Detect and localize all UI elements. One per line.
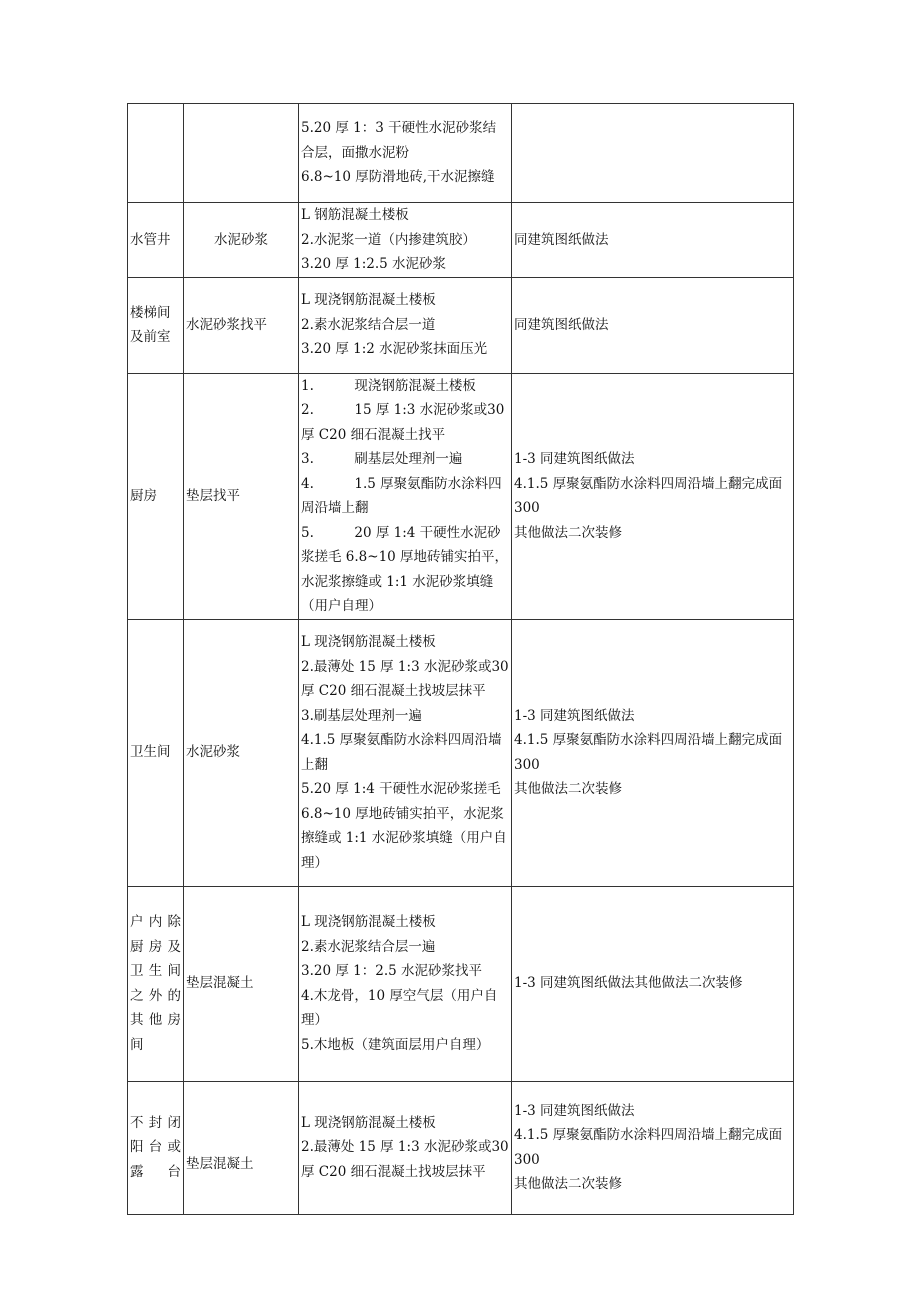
step-line: 4. 1.5 厚聚氨酯防水涂料四周沿墙上翻 bbox=[301, 475, 502, 516]
finish-type-cell: 垫层混凝土 bbox=[184, 1081, 299, 1214]
note-line: 1-3 同建筑图纸做法 bbox=[514, 707, 635, 724]
note-cell bbox=[512, 373, 794, 619]
table-row bbox=[128, 203, 794, 278]
finish-type-cell: 垫层混凝土 bbox=[184, 886, 299, 1081]
note-line: 其他做法二次装修 bbox=[514, 524, 622, 541]
note-line: 4.1.5 厚聚氨酯防水涂料四周沿墙上翻完成面 300 bbox=[514, 1127, 783, 1168]
note-line: 4.1.5 厚聚氨酯防水涂料四周沿墙上翻完成面 300 bbox=[514, 475, 783, 516]
steps-cell bbox=[299, 886, 512, 1081]
step-line: L 现浇钢筋混凝土楼板 bbox=[301, 292, 436, 309]
table-row bbox=[128, 104, 794, 203]
note-line: 1-3 同建筑图纸做法 bbox=[514, 1102, 635, 1119]
steps-cell bbox=[299, 1081, 512, 1214]
step-line: 4.木龙骨，10 厚空气层（用户自理） bbox=[301, 987, 498, 1028]
step-line: 3.刷基层处理剂一遍 bbox=[301, 707, 422, 724]
room-cell: 卫生间 bbox=[128, 619, 184, 886]
step-line: 5.20 厚 1：3 干硬性水泥砂浆结合层，面撒水泥粉 bbox=[301, 120, 497, 161]
step-line: 3.20 厚 1:2.5 水泥砂浆 bbox=[301, 256, 447, 272]
step-line: 2.素水泥浆结合层一遍 bbox=[301, 938, 436, 955]
note-line: 同建筑图纸做法 bbox=[514, 316, 609, 333]
steps-cell bbox=[299, 619, 512, 886]
step-line: 2.最薄处 15 厚 1:3 水泥砂浆或30 厚 C20 细石混凝土找坡层抹平 bbox=[301, 658, 509, 699]
step-line: L 现浇钢筋混凝土楼板 bbox=[301, 914, 436, 930]
steps-cell bbox=[299, 373, 512, 619]
room-cell: 不封闭阳台或露台 bbox=[128, 1081, 184, 1214]
finish-type-cell bbox=[184, 104, 299, 203]
table-row bbox=[128, 1081, 794, 1214]
step-line: 6.8~10 厚防滑地砖,干水泥擦缝 bbox=[301, 169, 495, 186]
step-line: L 现浇钢筋混凝土楼板 bbox=[301, 634, 436, 650]
table-row bbox=[128, 277, 794, 373]
step-line: 2. 15 厚 1:3 水泥砂浆或30 厚 C20 细石混凝土找平 bbox=[301, 402, 505, 443]
table-row bbox=[128, 373, 794, 619]
step-line: 2.最薄处 15 厚 1:3 水泥砂浆或30 厚 C20 细石混凝土找坡层抹平 bbox=[301, 1139, 509, 1180]
note-line: 1-3 同建筑图纸做法其他做法二次装修 bbox=[514, 975, 743, 992]
step-line: 2.素水泥浆结合层一道 bbox=[301, 316, 436, 333]
note-line: 其他做法二次装修 bbox=[514, 781, 622, 797]
note-cell bbox=[512, 886, 794, 1081]
note-cell bbox=[512, 203, 794, 278]
room-cell: 厨房 bbox=[128, 373, 184, 619]
table-row bbox=[128, 619, 794, 886]
step-line: 4.1.5 厚聚氨酯防水涂料四周沿墙上翻 bbox=[301, 732, 502, 773]
step-line: 5.20 厚 1:4 干硬性水泥砂浆搓毛 6.8~10 厚地砖铺实拍平，水泥浆擦缝或 1:1 水泥砂浆填缝（用户自理） bbox=[301, 781, 507, 871]
finish-type-cell: 垫层找平 bbox=[184, 373, 299, 619]
finish-type-cell: 水泥砂浆 bbox=[184, 619, 299, 886]
note-cell bbox=[512, 1081, 794, 1214]
steps-cell bbox=[299, 104, 512, 203]
step-line: 3.20 厚 1：2.5 水泥砂浆找平 bbox=[301, 963, 482, 979]
step-line: 5.木地板（建筑面层用户自理） bbox=[301, 1036, 490, 1053]
steps-cell bbox=[299, 277, 512, 373]
step-line: 5. 20 厚 1:4 干硬性水泥砂浆搓毛 6.8~10 厚地砖铺实拍平，水泥浆擦缝或 1:1 水泥砂浆填缝（用户自理） bbox=[301, 524, 509, 614]
step-line: 3.20 厚 1:2 水泥砂浆抹面压光 bbox=[301, 341, 488, 358]
note-cell bbox=[512, 277, 794, 373]
step-line: L 钢筋混凝土楼板 bbox=[301, 207, 409, 223]
room-cell bbox=[128, 104, 184, 203]
note-line: 同建筑图纸做法 bbox=[514, 231, 609, 248]
note-cell bbox=[512, 104, 794, 203]
finish-type-cell: 水泥砂浆 bbox=[184, 203, 299, 278]
steps-cell bbox=[299, 203, 512, 278]
step-line: 1. 现浇钢筋混凝土楼板 bbox=[301, 377, 476, 394]
room-cell: 户内除厨房及卫生间之外的其他房间 bbox=[128, 886, 184, 1081]
table-row bbox=[128, 886, 794, 1081]
floor-finish-spec-table bbox=[127, 103, 794, 1215]
step-line: 2.水泥浆一道（内掺建筑胶） bbox=[301, 231, 476, 248]
room-cell: 水管井 bbox=[128, 203, 184, 278]
note-line: 其他做法二次装修 bbox=[514, 1176, 622, 1192]
step-line: L 现浇钢筋混凝土楼板 bbox=[301, 1114, 436, 1131]
note-line: 1-3 同建筑图纸做法 bbox=[514, 451, 635, 467]
note-line: 4.1.5 厚聚氨酯防水涂料四周沿墙上翻完成面 300 bbox=[514, 732, 783, 773]
note-cell bbox=[512, 619, 794, 886]
finish-type-cell: 水泥砂浆找平 bbox=[184, 277, 299, 373]
room-cell: 楼梯间及前室 bbox=[128, 277, 184, 373]
step-line: 3. 刷基层处理剂一遍 bbox=[301, 451, 463, 467]
